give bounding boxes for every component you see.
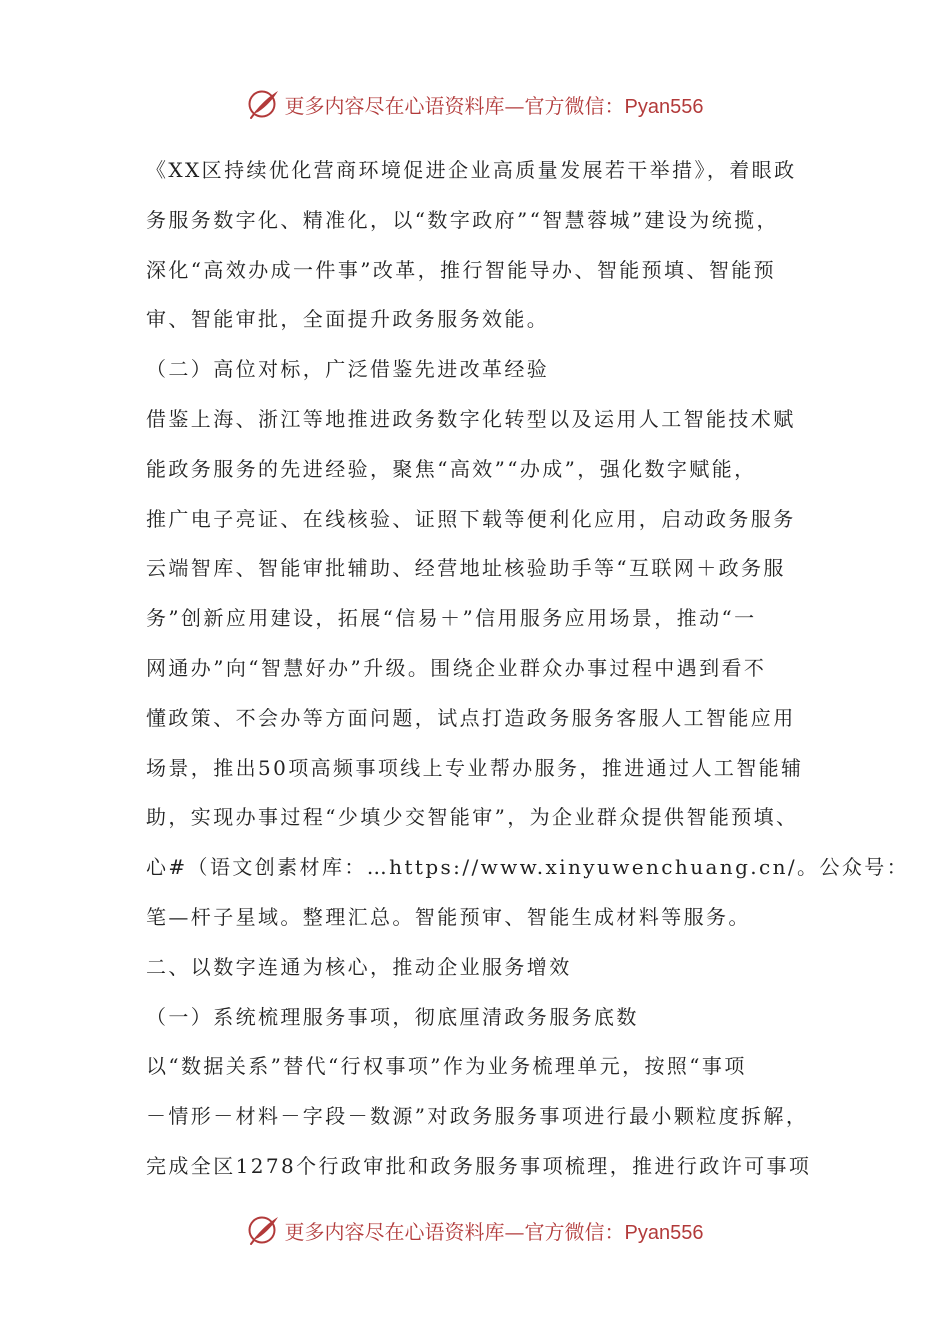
quill-pen-icon (247, 87, 281, 121)
section-heading: （二）高位对标，广泛借鉴先进改革经验 (146, 357, 550, 382)
text-line: 深化“高效办成一件事”改革，推行智能导办、智能预填、智能预 (146, 257, 777, 282)
text-line: 云端智库、智能审批辅助、经营地址核验助手等“互联网＋政务服 (146, 556, 786, 581)
watermark-banner-top (0, 82, 950, 126)
watermark-banner-bottom (0, 1208, 950, 1252)
text-line: 《XX区持续优化营商环境促进企业高质量发展若干举措》，着眼政 (146, 158, 797, 182)
text-line: 心#（语文创素材库：…https://www.xinyuwenchuang.cn/。公众号： (146, 855, 910, 880)
section-heading: （一）系统梳理服务事项，彻底厘清政务服务底数 (146, 1004, 639, 1029)
text-line: 推广电子亮证、在线核验、证照下载等便利化应用，启动政务服务 (146, 506, 796, 531)
text-line: 助，实现办事过程“少填少交智能审”，为企业群众提供智能预填、 (146, 805, 799, 830)
text-line: 审、智能审批，全面提升政务服务效能。 (146, 307, 550, 332)
text-line: 借鉴上海、浙江等地推进政务数字化转型以及运用人工智能技术赋 (146, 406, 796, 431)
text-line: 能政务服务的先进经验，聚焦“高效”“办成”，强化数字赋能， (146, 456, 757, 481)
wechat-id: Pyan556 (624, 1221, 704, 1244)
text-line: 以“数据关系”替代“行权事项”作为业务梳理单元，按照“事项 (146, 1054, 747, 1079)
wechat-id: Pyan556 (624, 95, 704, 118)
text-line: 务”创新应用建设，拓展“信易＋”信用服务应用场景，推动“一 (146, 606, 757, 631)
text-line: 场景，推出50项高频事项线上专业帮办服务，推进通过人工智能辅 (146, 755, 804, 780)
watermark-text: 更多内容尽在心语资料库—官方微信：Pyan556 (284, 1219, 704, 1244)
quill-pen-icon (247, 1213, 281, 1247)
text-line: 务服务数字化、精准化，以“数字政府”“智慧蓉城”建设为统揽， (146, 207, 779, 232)
watermark-text: 更多内容尽在心语资料库—官方微信：Pyan556 (284, 93, 704, 118)
text-line: 笔—杆子星域。整理汇总。智能预审、智能生成材料等服务。 (146, 904, 751, 929)
text-line: 完成全区1278个行政审批和政务服务事项梳理，推进行政许可事项 (146, 1153, 812, 1178)
text-line: －情形－材料－字段－数源”对政务服务事项进行最小颗粒度拆解， (146, 1104, 809, 1129)
document-body (146, 146, 910, 1192)
section-heading: 二、以数字连通为核心，推动企业服务增效 (146, 954, 572, 979)
text-line: 网通办”向“智慧好办”升级。围绕企业群众办事过程中遇到看不 (146, 655, 767, 680)
text-line: 懂政策、不会办等方面问题，试点打造政务服务客服人工智能应用 (146, 705, 796, 730)
